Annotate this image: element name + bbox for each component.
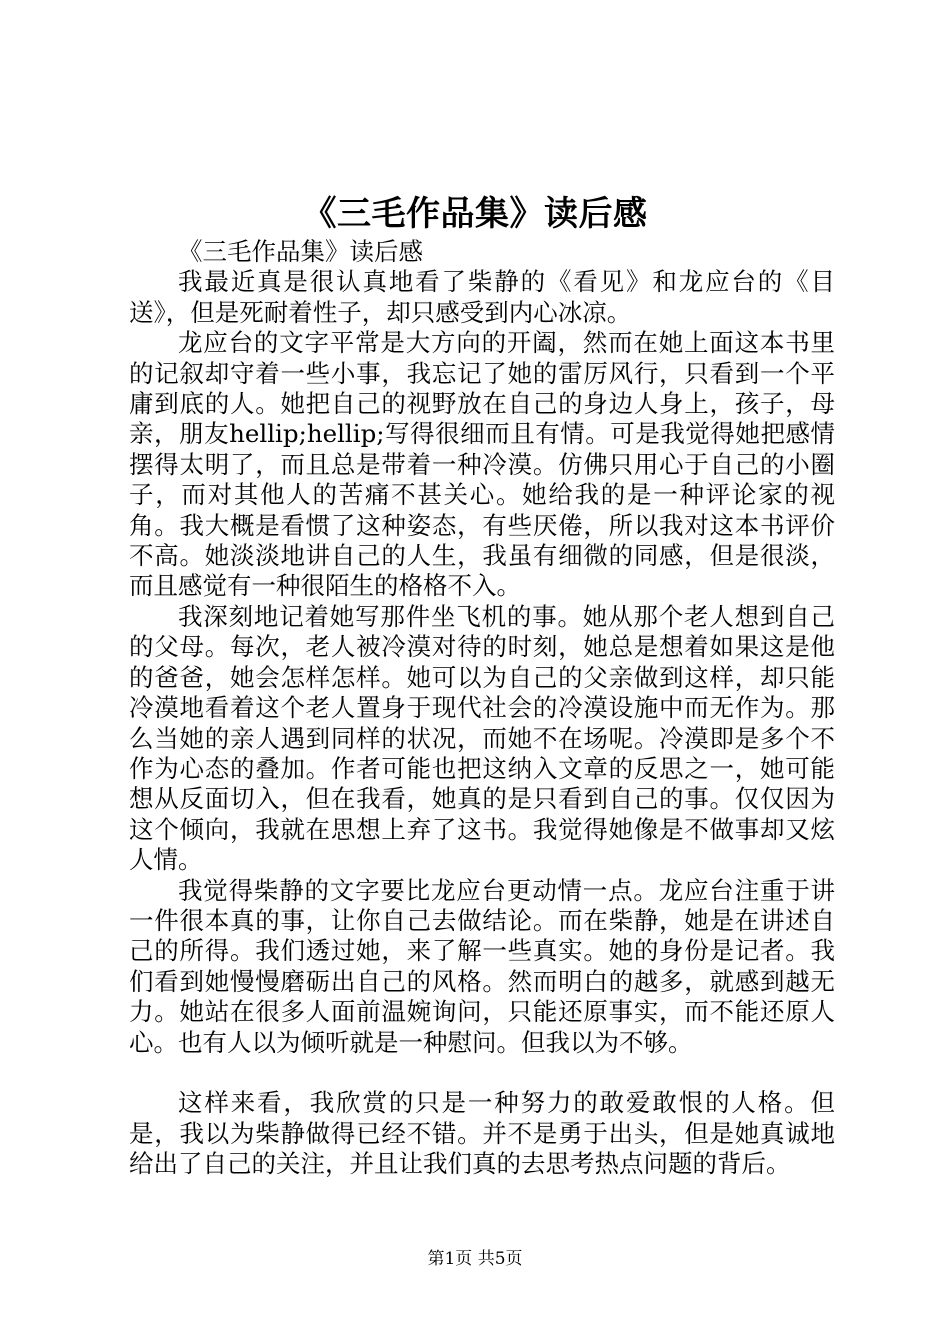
subtitle-paragraph: 《三毛作品集》读后感 bbox=[178, 237, 423, 266]
body-paragraph: 我深刻地记着她写那件坐飞机的事。她从那个老人想到自己的父母。每次，老人被冷漠对待的时刻，她总是想着如果这是他的爸爸，她会怎样怎样。她可以为自己的父亲做到这样，却只能冷漠地看着这个老人置身于现代社会的冷漠设施中而无作为。那么当她的亲人遇到同样的状况，而她不在场呢。冷漠即是多个不作为心态的叠加。作者可能也把这纳入文章的反思之一，她可能想从反面切入，但在我看，她真的是只看到自己的事。仅仅因为这个倾向，我就在思想上弃了这书。我觉得她像是不做事却又炫人情。 bbox=[129, 601, 835, 875]
body-paragraph: 我觉得柴静的文字要比龙应台更动情一点。龙应台注重于讲一件很本真的事，让你自己去做结论。而在柴静，她是在讲述自己的所得。我们透过她，来了解一些真实。她的身份是记者。我们看到她慢慢磨砺出自己的风格。然而明白的越多，就感到越无力。她站在很多人面前温婉询问，只能还原事实，而不能还原人心。也有人以为倾听就是一种慰问。但我以为不够。 bbox=[129, 875, 835, 1057]
page-footer: 第1页 共5页 bbox=[427, 1249, 523, 1269]
body-paragraph: 这样来看，我欣赏的只是一种努力的敢爱敢恨的人格。但是，我以为柴静做得已经不错。并不是勇于出头，但是她真诚地给出了自己的关注，并且让我们真的去思考热点问题的背后。 bbox=[129, 1088, 835, 1179]
body-paragraph: 龙应台的文字平常是大方向的开阖，然而在她上面这本书里的记叙却守着一些小事，我忘记了她的雷厉风行，只看到一个平庸到底的人。她把自己的视野放在自己的身边人身上，孩子，母亲，朋友hellip;hellip;写得很细而且有情。可是我觉得她把感情摆得太明了，而且总是带着一种冷漠。仿佛只用心于自己的小圈子，而对其他人的苦痛不甚关心。她给我的是一种评论家的视角。我大概是看惯了这种姿态，有些厌倦，所以我对这本书评价不高。她淡淡地讲自己的人生，我虽有细微的同感，但是很淡，而且感觉有一种很陌生的格格不入。 bbox=[129, 328, 835, 601]
document-title: 《三毛作品集》读后感 bbox=[302, 194, 648, 234]
document-body bbox=[129, 237, 835, 1180]
body-paragraph: 我最近真是很认真地看了柴静的《看见》和龙应台的《目送》，但是死耐着性子，却只感受到内心冰凉。 bbox=[129, 267, 835, 327]
